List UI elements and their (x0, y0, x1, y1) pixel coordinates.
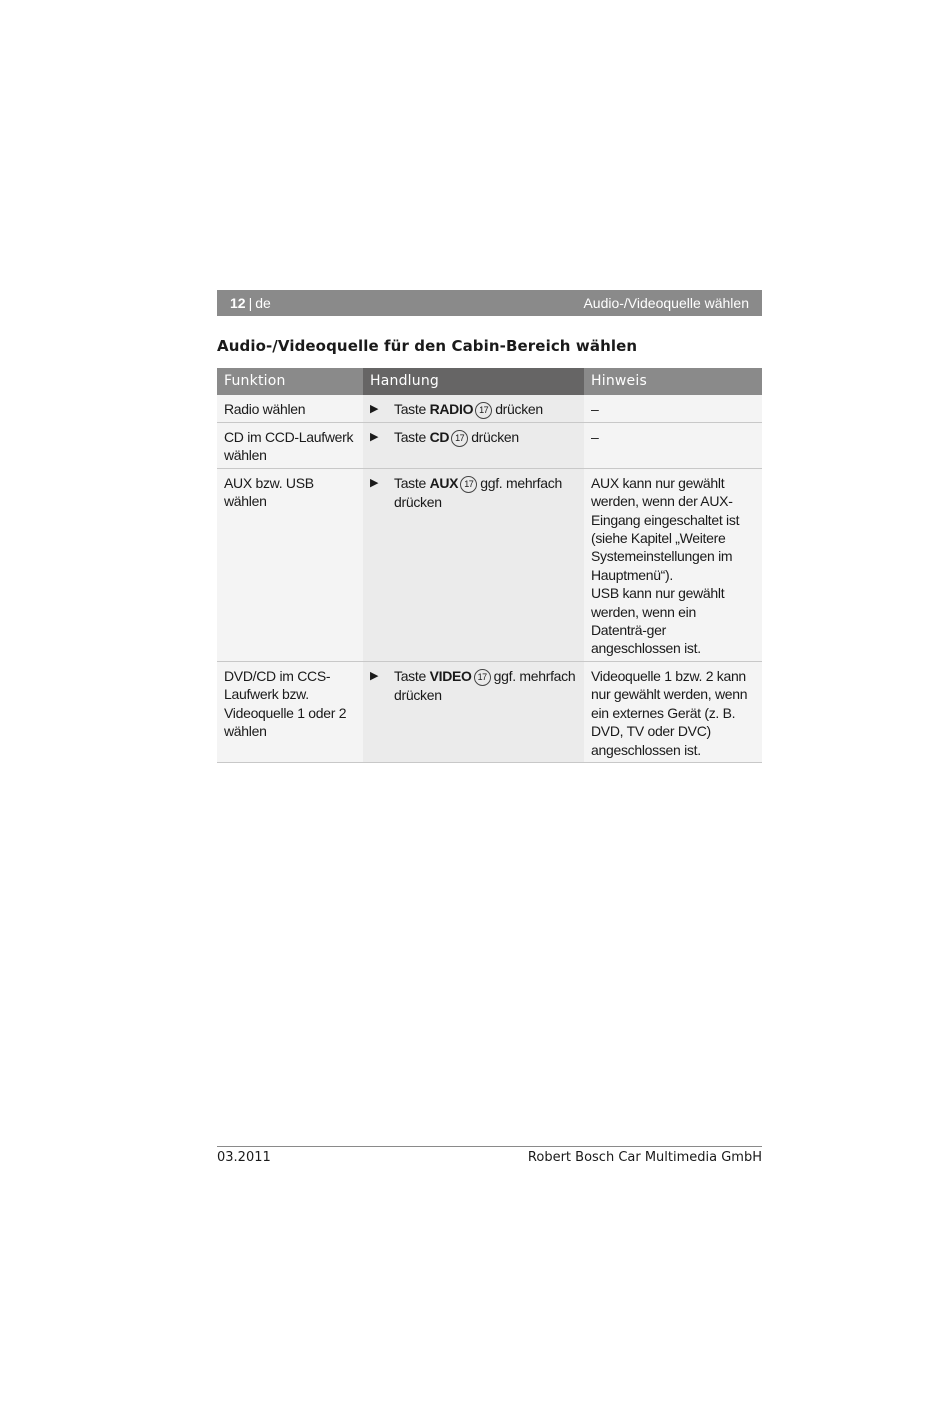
table-row (217, 468, 762, 661)
action-cell (363, 395, 584, 423)
function-cell: AUX bzw. USB wählen (217, 468, 363, 661)
note-aux: AUX kann nur gewählt werden, wenn der AUX-Eingang eingeschaltet ist (siehe Kapitel „Weitere Systemeinstellungen im Hauptmenü“). (591, 474, 740, 583)
section-title: Audio-/Videoquelle für den Cabin-Bereich wählen (217, 337, 638, 355)
reference-number: 17 (474, 669, 491, 686)
triangle-right-icon: ▶ (370, 431, 379, 443)
note-cell: – (584, 395, 762, 423)
table-header-row (217, 368, 762, 395)
column-header-handlung: Handlung (363, 368, 584, 395)
button-name: RADIO (429, 401, 474, 417)
table-row (217, 661, 762, 762)
triangle-right-icon: ▶ (370, 476, 379, 489)
button-name: AUX (429, 474, 459, 491)
footer-divider (217, 1146, 762, 1147)
action-suffix: drücken (471, 429, 519, 445)
source-selection-table (217, 368, 762, 763)
button-name: VIDEO (429, 667, 472, 684)
reference-number: 17 (451, 430, 468, 447)
function-cell: DVD/CD im CCS-Laufwerk bzw. Videoquelle 1 oder 2 wählen (217, 661, 363, 762)
action-prefix: Taste (394, 474, 426, 491)
note-cell: – (584, 423, 762, 469)
function-cell: Radio wählen (217, 395, 363, 423)
table-row (217, 395, 762, 423)
action-cell (363, 661, 584, 762)
column-header-hinweis: Hinweis (584, 368, 762, 395)
note-cell (584, 468, 762, 661)
note-cell: Videoquelle 1 bzw. 2 kann nur gewählt werden, wenn ein externes Gerät (z. B. DVD, TV oder DVC) angeschlossen ist. (584, 661, 762, 762)
reference-number: 17 (475, 402, 492, 419)
button-name: CD (429, 429, 450, 445)
action-suffix: drücken (495, 401, 543, 417)
page-header (217, 290, 762, 316)
action-prefix: Taste (394, 667, 426, 684)
header-separator: | (248, 295, 253, 311)
note-usb: USB kann nur gewählt werden, wenn ein Datenträ-ger angeschlossen ist. (591, 585, 725, 657)
action-prefix: Taste (394, 401, 426, 417)
footer-date: 03.2011 (217, 1150, 271, 1165)
action-suffix: ggf. mehrfach drücken (394, 667, 576, 703)
function-cell: CD im CCD-Laufwerk wählen (217, 423, 363, 469)
table-row (217, 423, 762, 469)
column-header-funktion: Funktion (217, 368, 363, 395)
header-section-title: Audio-/Videoquelle wählen (583, 295, 749, 311)
footer-company: Robert Bosch Car Multimedia GmbH (527, 1150, 762, 1165)
page-number: 12 (230, 295, 246, 311)
triangle-right-icon: ▶ (370, 669, 379, 682)
action-suffix: ggf. mehrfach drücken (394, 474, 562, 510)
language-code: de (255, 295, 271, 311)
header-left (230, 295, 271, 311)
triangle-right-icon: ▶ (370, 403, 379, 415)
action-cell (363, 423, 584, 469)
reference-number: 17 (460, 476, 477, 493)
action-cell (363, 468, 584, 661)
action-prefix: Taste (394, 429, 426, 445)
